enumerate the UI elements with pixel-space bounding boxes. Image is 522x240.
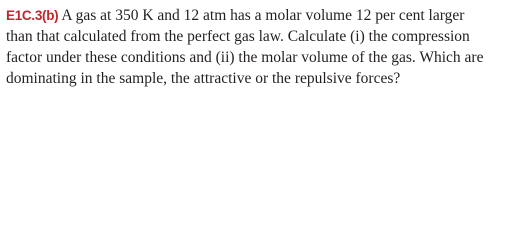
exercise-line-4: dominating in the sample, the attractive or the repulsive forces? [6,70,401,87]
exercise-line-1 [6,5,518,26]
exercise-line-1-text: A gas at 350 K and 12 atm has a molar volume 12 per cent larger [58,7,465,24]
exercise-line-3: factor under these conditions and (ii) the molar volume of the gas. Which are [6,49,484,66]
exercise-line-2: than that calculated from the perfect gas law. Calculate (i) the compression [6,28,470,45]
exercise-label: E1C.3(b) [6,8,59,23]
exercise-text [6,5,518,89]
